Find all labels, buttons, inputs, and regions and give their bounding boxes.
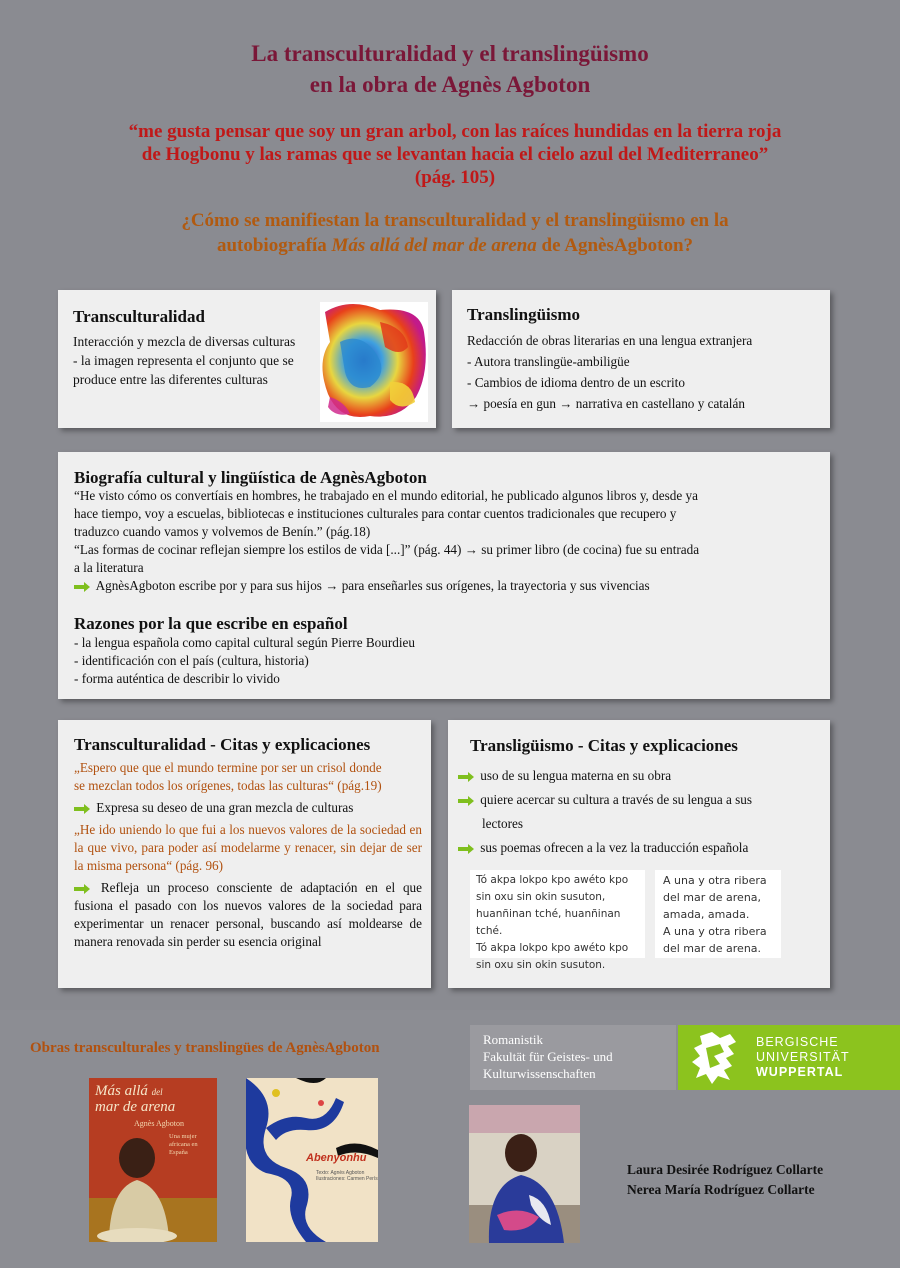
box-text: Redacción de obras literarias en una lengua extranjera - Autora translingüe-ambiligüe - Cambios de idioma dentro de un escrito → poesía en gun → narrativa en castellano y catalán (467, 333, 753, 411)
green-arrow-icon (74, 582, 90, 592)
box-biografia (58, 452, 830, 699)
green-arrow-icon (74, 884, 90, 894)
green-arrow-icon (74, 804, 90, 814)
wuppertal-lion-logo (690, 1030, 746, 1086)
box-title: Biografía cultural y lingüística de AgnèsAgboton (74, 468, 427, 487)
poem-spanish: A una y otra ribera del mar de arena, amada, amada. A una y otra ribera del mar de arena. (655, 870, 781, 958)
box-text: Interacción y mezcla de diversas culturas - la imagen representa el conjunto que se produce entre las diferentes culturas (73, 334, 296, 387)
book-cover-mas-alla: Más allá del mar de arena Agnès Agboton Una mujer africana en España (89, 1078, 217, 1242)
department-label: Romanistik Fakultät für Geistes- und Kulturwissenschaften (470, 1025, 676, 1090)
page-title: La transculturalidad y el translingüismo en la obra de Agnès Agboton (251, 41, 649, 97)
green-arrow-icon (458, 844, 474, 854)
green-arrow-icon (458, 796, 474, 806)
author-photo (469, 1105, 580, 1243)
box-title: Transculturalidad (73, 307, 205, 326)
box-title: Translingüismo (467, 305, 581, 324)
university-logo: BERGISCHE UNIVERSITÄT WUPPERTAL (678, 1025, 900, 1090)
box-subtitle: Razones por la que escribe en español (74, 614, 348, 633)
box-transculturalidad (58, 290, 436, 428)
works-heading: Obras transculturales y translingües de AgnèsAgboton (30, 1040, 380, 1056)
box-title: Transculturalidad - Citas y explicaciones (74, 735, 371, 754)
green-arrow-icon (458, 772, 474, 782)
reasons-list: - la lengua española como capital cultural según Pierre Bourdieu - identificación con el país (cultura, historia) - forma auténtica de describir lo vivido (74, 635, 415, 686)
authors: Laura Desirée Rodríguez Collarte Nerea María Rodríguez Collarte (627, 1162, 824, 1197)
box-title: Transligüismo - Citas y explicaciones (470, 736, 738, 755)
box-text: “He visto cómo os convertíais en hombres, he trabajado en el mundo editorial, he publicado algunos libros y, desde ya hace tiempo, voy a escuelas, bibliotecas e instituciones culturales para contar cuentos tradicionales que recupero y traduzco cuando vamos y volvemos de Benín.” (pág.18) “Las formas de cocinar reflejan siempre los estilos de vida [...]” (pág. 44) → su primer libro (de cocina) fue su entrada a la literatura AgnèsAgboton escribe por y para sus hijos → para enseñarles sus orígenes, la trayectoria y sus vivencias (74, 488, 700, 593)
culture-mix-image (320, 302, 428, 422)
box-translinguismo (452, 290, 830, 428)
poem-gun: Tó akpa lokpo kpo awéto kpo sin oxu sin okin susuton, huanñinan tché, huanñinan tché. Tó akpa lokpo kpo awéto kpo sin oxu sin okin susuton. (470, 870, 645, 958)
box-transculturalidad-citas (58, 720, 431, 988)
opening-quote: “me gusta pensar que soy un gran arbol, con las raíces hundidas en la tierra roja de Hogbonu y las ramas que se levantan hacia el cielo azul del Mediterraneo” (pág. 105) (128, 121, 782, 188)
box-text: uso de su lengua materna en su obra quiere acercar su cultura a través de su lengua a sus lectores sus poemas ofrecen a la vez la traducción española (458, 764, 820, 860)
book-cover-abenyonhu: Abenyonhu Texto: Agnès Agboton Ilustraciones: Carmen Perís (246, 1078, 378, 1242)
box-text: „Espero que que el mundo termine por ser un crisol donde se mezclan todos los orígenes, todas las culturas“ (pág.19) Expresa su deseo de una gran mezcla de culturas „He ido uniendo lo que fui a los nuevos valores de la sociedad en la que vivo, para poder así modelarme y renacer, sin dejar de ser la misma persona“ (pág. 96) Refleja un proceso consciente de adaptación en el que fusiona el pasado con los nuevos valores de la sociedad para experimentar un renacer personal, buscando así moldearse de manera renovada sin perder su esencia original (74, 760, 423, 949)
child-photo (89, 1128, 217, 1242)
research-question: ¿Cómo se manifiestan la transculturalidad y el translingüismo en la autobiografía Más allá del mar de arena de AgnèsAgboton? (181, 210, 729, 256)
box-transliguismo-citas (448, 720, 830, 988)
